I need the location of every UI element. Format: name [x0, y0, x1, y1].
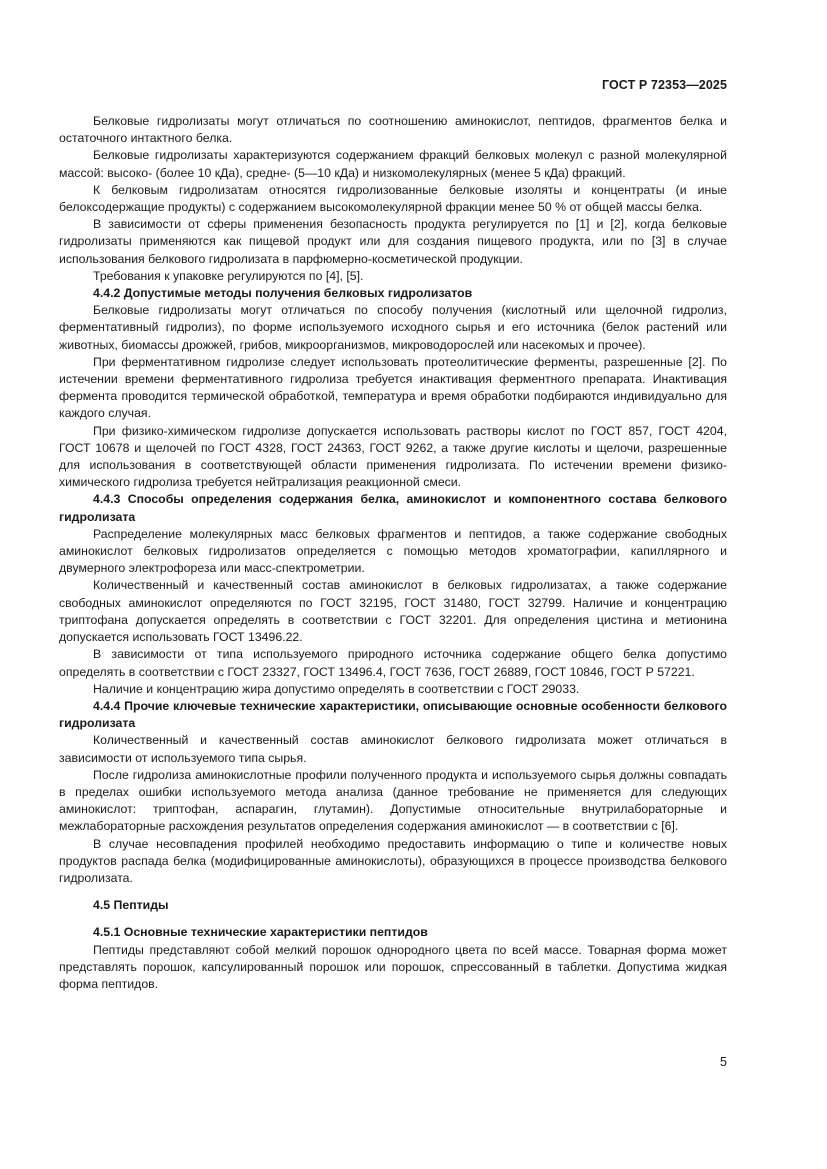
subsection-heading-4-4-2: 4.4.2 Допустимые методы получения белковых гидролизатов: [93, 286, 473, 301]
paragraph: Белковые гидролизаты характеризуются содержанием фракций белковых молекул с разной молекулярной массой: высоко- (более 10 кДа), средне- (5—10 кДа) и низкомолекулярных (менее 5 кДа) фракций.: [59, 148, 727, 180]
paragraph: Количественный и качественный состав аминокислот в белковых гидролизатах, а также содержание свободных аминокислот определяются по ГОСТ 32195, ГОСТ 31480, ГОСТ 32799. Наличие и концентрацию триптофана допускается определять в соответствии с ГОСТ 32201. Для определения цистина и метионина допускается использовать ГОСТ 13496.22.: [59, 578, 727, 645]
paragraph: Белковые гидролизаты могут отличаться по способу получения (кислотный или щелочной гидролиз, ферментативный гидролиз), по форме используемого исходного сырья и его источника (белок растений или животных, биомассы дрожжей, грибов, микроорганизмов, микроводорослей или насекомых и прочее).: [59, 303, 727, 352]
document-code: ГОСТ Р 72353—2025: [601, 78, 727, 92]
paragraph: Пептиды представляют собой мелкий порошок однородного цвета по всей массе. Товарная форма может представлять порошок, капсулированный порошок или порошок, спрессованный в таблетки. Допустима жидкая форма пептидов.: [59, 942, 727, 991]
paragraph: Наличие и концентрацию жира допустимо определять в соответствии с ГОСТ 29033.: [93, 681, 580, 696]
paragraph: В зависимости от сферы применения безопасность продукта регулируется по [1] и [2], когда белковые гидролизаты применяются как пищевой продукт или для создания пищевого продукта, или по [3] в случае использования белкового гидролизата в парфюмерно-косметической продукции.: [59, 217, 727, 266]
paragraph: Количественный и качественный состав аминокислот белкового гидролизата может отличаться в зависимости от используемого типа сырья.: [59, 733, 727, 765]
paragraph: Требования к упаковке регулируются по [4], [5].: [93, 268, 364, 283]
page-number: 5: [720, 1055, 727, 1069]
paragraph: После гидролиза аминокислотные профили полученного продукта и используемого сырья должны совпадать в пределах ошибки используемого метода анализа (данное требование не применяется для следующих аминокислот: триптофан, аспарагин, глутамин). Допустимые относительные внутрилабораторные и межлабораторные расхождения результатов определения содержания аминокислот — в соответствии с [6].: [59, 767, 727, 834]
paragraph: Белковые гидролизаты могут отличаться по соотношению аминокислот, пептидов, фрагментов белка и остаточного интактного белка.: [59, 114, 727, 146]
subsection-heading-4-4-4: 4.4.4 Прочие ключевые технические характеристики, описывающие основные особенности белкового гидролизата: [59, 698, 727, 731]
paragraph: В случае несовпадения профилей необходимо предоставить информацию о типе и количестве новых продуктов распада белка (модифицированные аминокислоты), образующихся в процессе производства белкового гидролизата.: [59, 836, 727, 885]
paragraph: Распределение молекулярных масс белковых фрагментов и пептидов, а также содержание свободных аминокислот белковых гидролизатов определяется с помощью методов хроматографии, капиллярного и двумерного электрофореза или масс-спектрометрии.: [59, 526, 727, 576]
subsection-heading-4-4-3: 4.4.3 Способы определения содержания белка, аминокислот и компонентного состава белкового гидролизата: [59, 492, 727, 524]
section-heading-4-5: 4.5 Пептиды: [93, 898, 169, 913]
paragraph: К белковым гидролизатам относятся гидролизованные белковые изоляты и концентраты (и иные белоксодержащие продукты) с содержанием высокомолекулярной фракции менее 50 % от общей массы белка.: [59, 182, 727, 215]
paragraph: При физико-химическом гидролизе допускается использовать растворы кислот по ГОСТ 857, ГОСТ 4204, ГОСТ 10678 и щелочей по ГОСТ 4328, ГОСТ 24363, ГОСТ 9262, а также другие кислоты и щелочи, разрешенные для использования в соответствующей области применения гидролизата. По истечении времени физико-химического гидролиза требуется нейтрализация реакционной смеси.: [59, 423, 727, 490]
document-body: [59, 113, 727, 993]
paragraph: В зависимости от типа используемого природного источника содержание общего белка допустимо определять в соответствии с ГОСТ 23327, ГОСТ 13496.4, ГОСТ 7636, ГОСТ 26889, ГОСТ 10846, ГОСТ Р 57221.: [59, 647, 727, 679]
paragraph: При ферментативном гидролизе следует использовать протеолитические ферменты, разрешенные [2]. По истечении времени ферментативного гидролиза требуется инактивация ферментного препарата. Инактивация фермента проводится термической обработкой, температура и время обработки подбираются индивидуально для каждого случая.: [59, 354, 727, 421]
subsection-heading-4-5-1: 4.5.1 Основные технические характеристики пептидов: [93, 925, 428, 940]
